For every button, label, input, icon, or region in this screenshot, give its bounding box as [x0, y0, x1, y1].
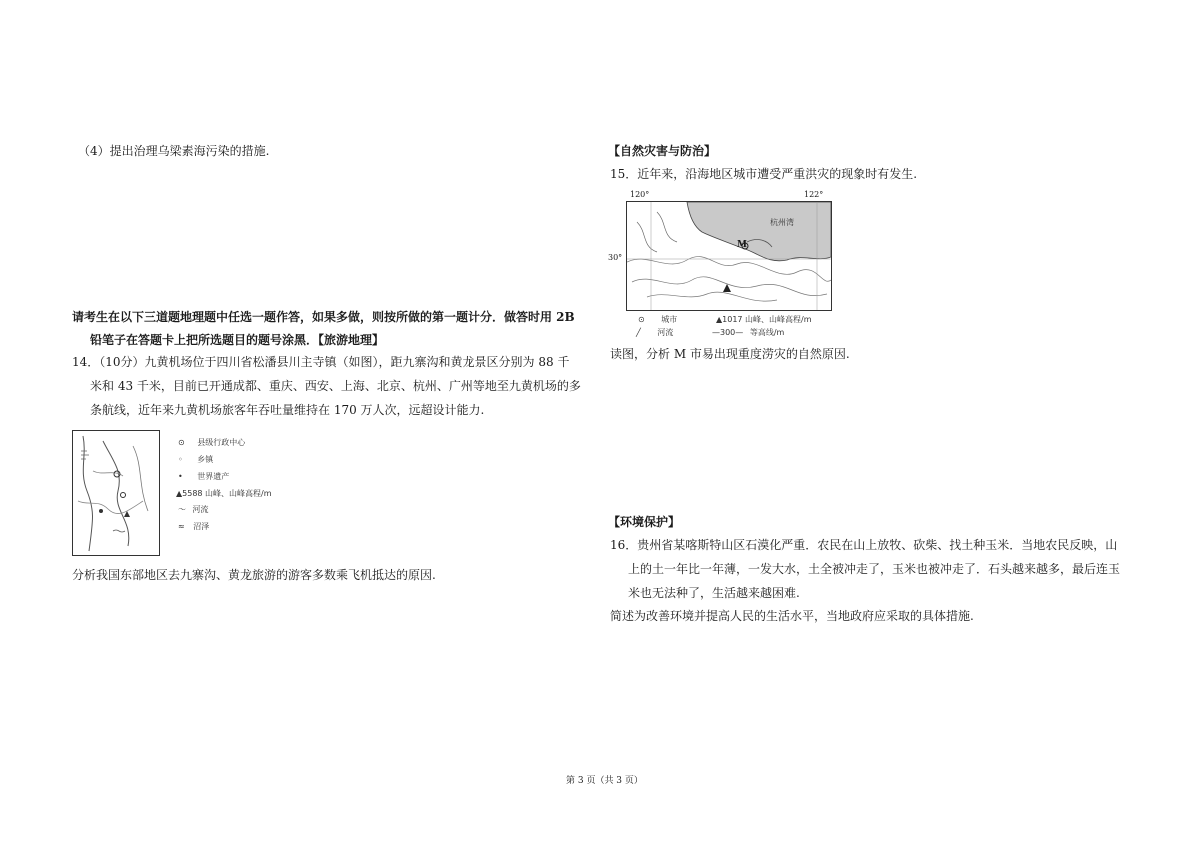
county-center-icon: ⊙: [178, 438, 185, 447]
river-icon: 〜: [178, 505, 186, 514]
city-m-label: M: [737, 240, 747, 250]
q14-line2: 米和 43 千米，目前已开通成都、重庆、西安、上海、北京、杭州、广州等地至九黄机场的多: [90, 379, 581, 393]
select-instruction-line2: 铅笔子在答题卡上把所选题目的题号涂黑．【旅游地理】: [90, 333, 385, 347]
q16-line1: 16．贵州省某喀斯特山区石漠化严重．农民在山上放牧、砍柴、找土种玉米．当地农民反映，山: [610, 538, 1118, 552]
city-icon: ⊙: [638, 315, 645, 324]
river-line-icon: ╱: [636, 328, 641, 337]
hangzhou-bay-drawing: [627, 202, 831, 310]
q13-part4: （4）提出治理乌梁素海污染的措施.: [78, 144, 270, 158]
legend-peak: ▲5588 山峰、山峰高程/m: [176, 489, 272, 498]
jiuzhai-map-drawing: [73, 431, 159, 555]
legend-river: 〜 河流: [178, 505, 209, 514]
jiuzhai-map: [72, 430, 160, 556]
legend-contour: —300— 等高线/m: [712, 328, 785, 337]
bay-label: 杭州湾: [770, 218, 794, 227]
lat-label: 30°: [608, 253, 623, 262]
q16-line2: 上的土一年比一年薄，一发大水，土全被冲走了，玉米也被冲走了．石头越来越多，最后连玉: [628, 562, 1121, 576]
contour-icon: —300—: [712, 328, 744, 337]
legend-city: ⊙ 城市: [638, 315, 678, 324]
legend-town: ◦ 乡镇: [178, 455, 214, 464]
hangzhou-bay-map: [626, 201, 832, 311]
heritage-icon: •: [178, 472, 183, 481]
lon-right-label: 122°: [804, 190, 824, 199]
q16-line3: 米也无法种了，生活越来越困难.: [628, 586, 800, 600]
q15-question: 读图，分析 M 市易出现重度涝灾的自然原因.: [610, 347, 850, 361]
lon-left-label: 120°: [630, 190, 650, 199]
page-footer: 第 3 页（共 3 页）: [566, 776, 643, 786]
swamp-icon: ≈: [178, 522, 185, 531]
select-instruction-line1: 请考生在以下三道题地理题中任选一题作答，如果多做，则按所做的第一题计分．做答时用 2B: [72, 310, 575, 324]
q15-line1: 15．近年来，沿海地区城市遭受严重洪灾的现象时有发生.: [610, 167, 918, 181]
legend-peak-right: ▲1017 山峰、山峰高程/m: [716, 315, 812, 324]
legend-heritage: • 世界遗产: [178, 472, 230, 481]
legend-county-center: ⊙ 县级行政中心: [178, 438, 246, 447]
town-icon: ◦: [178, 455, 183, 464]
legend-river-right: ╱ 河流: [636, 328, 674, 337]
q14-line3: 条航线，近年来九黄机场旅客年吞吐量维持在 170 万人次，远超设计能力.: [90, 403, 485, 417]
q16-question: 简述为改善环境并提高人民的生活水平，当地政府应采取的具体措施.: [610, 609, 974, 623]
section-disaster: 【自然灾害与防治】: [608, 144, 717, 158]
q14-line1: 14．（10分）九黄机场位于四川省松潘县川主寺镇（如图），距九寨沟和黄龙景区分别为 88 千: [72, 355, 570, 369]
legend-swamp: ≈ 沼泽: [178, 522, 210, 531]
section-env: 【环境保护】: [608, 515, 681, 529]
q14-question: 分析我国东部地区去九寨沟、黄龙旅游的游客多数乘飞机抵达的原因.: [72, 568, 436, 582]
